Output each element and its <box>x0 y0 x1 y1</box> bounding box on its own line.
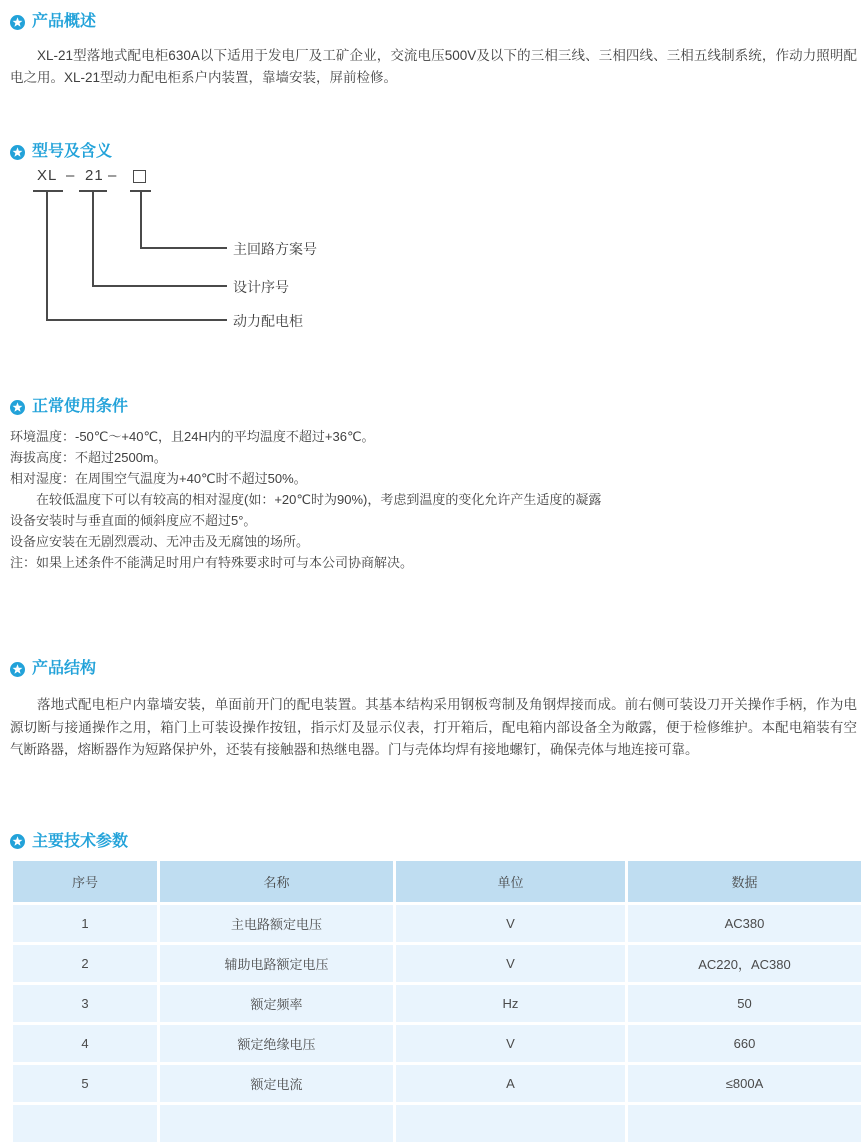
table-cell-partial <box>160 1105 393 1142</box>
table-cell: 额定频率 <box>160 985 393 1022</box>
model-code-dash: – <box>108 167 118 184</box>
leader-line-horizontal <box>46 319 227 321</box>
table-header-unit: 单位 <box>396 861 625 902</box>
table-cell: 辅助电路额定电压 <box>160 945 393 982</box>
table-cell: A <box>396 1065 625 1102</box>
model-code-diagram <box>0 167 867 337</box>
section-heading-conditions <box>0 396 867 418</box>
model-code-dash: – <box>66 167 76 184</box>
table-cell: 4 <box>13 1025 157 1062</box>
underline-prefix <box>33 190 63 192</box>
star-circle-icon <box>10 145 25 160</box>
table-cell: V <box>396 1025 625 1062</box>
star-circle-icon <box>10 834 25 849</box>
section-title-parameters: 主要技术参数 <box>32 832 129 850</box>
condition-line: 设备应安装在无剧烈震动、无冲击及无腐蚀的场所。 <box>10 534 310 549</box>
diagram-label-main-circuit: 主回路方案号 <box>233 241 317 257</box>
scheme-placeholder-box <box>133 170 146 183</box>
table-cell: AC220，AC380 <box>628 945 861 982</box>
condition-line: 环境温度：-50℃～+40℃，且24H内的平均温度不超过+36℃。 <box>10 429 375 444</box>
table-header-data: 数据 <box>628 861 861 902</box>
leader-line-vertical <box>46 190 48 320</box>
section-heading-structure <box>0 658 867 680</box>
table-cell: 50 <box>628 985 861 1022</box>
star-circle-icon <box>10 400 25 415</box>
table-header-name: 名称 <box>160 861 393 902</box>
section-title-model: 型号及含义 <box>32 143 113 160</box>
section-title-structure: 产品结构 <box>32 660 97 677</box>
diagram-label-power-cabinet: 动力配电柜 <box>233 313 303 329</box>
table-cell: AC380 <box>628 905 861 942</box>
table-header-no: 序号 <box>13 861 157 902</box>
leader-line-vertical <box>140 190 142 248</box>
table-cell: V <box>396 945 625 982</box>
star-circle-icon <box>10 15 25 30</box>
parameters-table <box>13 861 861 1142</box>
section-heading-parameters <box>0 831 867 853</box>
star-circle-icon <box>10 662 25 677</box>
table-cell: 1 <box>13 905 157 942</box>
condition-line: 在较低温度下可以有较高的相对湿度(如：+20℃时为90%)，考虑到温度的变化允许产生适度的凝露 <box>36 492 602 507</box>
table-cell: 3 <box>13 985 157 1022</box>
table-cell-partial <box>628 1105 861 1142</box>
structure-paragraph: 落地式配电柜户内靠墙安装，单面前开门的配电装置。其基本结构采用钢板弯制及角钢焊接而成。前右侧可装设刀开关操作手柄，作为电源切断与接通操作之用，箱门上可装设操作按钮，指示灯及显示仪表，打开箱后，配电箱内部设备全为敞露，便于检修维护。本配电箱装有空气断路器，熔断器作为短路保护外，还装有接触器和热继电器。门与壳体均焊有接地螺钉，确保壳体与地连接可靠。 <box>10 697 857 757</box>
overview-paragraph: XL-21型落地式配电柜630A以下适用于发电厂及工矿企业，交流电压500V及以下的三相三线、三相四线、三相五线制系统，作动力照明配电之用。XL-21型动力配电柜系户内装置，靠墙安装，屏前检修。 <box>10 48 857 85</box>
model-code-series: 21 <box>85 167 104 184</box>
condition-line: 设备安装时与垂直面的倾斜度应不超过5°。 <box>10 513 257 528</box>
table-cell: 5 <box>13 1065 157 1102</box>
table-cell-partial <box>396 1105 625 1142</box>
diagram-label-design-serial: 设计序号 <box>233 279 289 295</box>
section-title-conditions: 正常使用条件 <box>32 398 129 415</box>
table-cell: 主电路额定电压 <box>160 905 393 942</box>
table-cell: ≤800A <box>628 1065 861 1102</box>
leader-line-horizontal <box>92 285 227 287</box>
table-cell: 额定绝缘电压 <box>160 1025 393 1062</box>
model-code-prefix: XL <box>37 167 58 184</box>
table-cell-partial <box>13 1105 157 1142</box>
table-cell: 额定电流 <box>160 1065 393 1102</box>
table-cell: Hz <box>396 985 625 1022</box>
condition-line: 海拔高度：不超过2500m。 <box>10 450 167 465</box>
section-heading-overview <box>0 0 867 33</box>
leader-line-horizontal <box>140 247 227 249</box>
section-heading-model <box>0 141 867 163</box>
table-cell: 660 <box>628 1025 861 1062</box>
table-cell: V <box>396 905 625 942</box>
condition-line: 相对湿度：在周围空气温度为+40℃时不超过50%。 <box>10 471 307 486</box>
table-cell: 2 <box>13 945 157 982</box>
leader-line-vertical <box>92 190 94 286</box>
section-title-overview: 产品概述 <box>32 13 97 30</box>
conditions-list <box>10 426 857 573</box>
condition-line: 注：如果上述条件不能满足时用户有特殊要求时可与本公司协商解决。 <box>10 555 414 570</box>
